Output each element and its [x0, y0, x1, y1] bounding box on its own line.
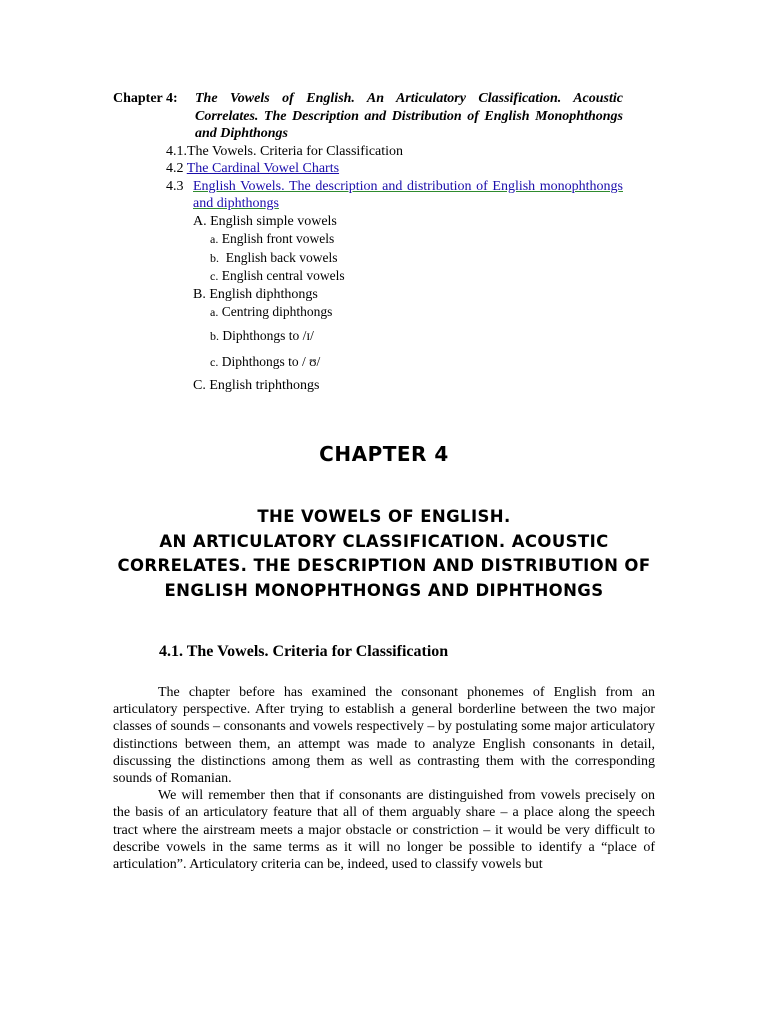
toc-subsection-b: B. English diphthongs — [193, 286, 318, 302]
table-of-contents — [113, 90, 623, 394]
chapter-title-line: THE VOWELS OF ENGLISH. — [257, 507, 511, 526]
toc-subsection-a: A. English simple vowels — [193, 213, 337, 229]
toc-item-key: c. — [210, 269, 219, 283]
toc-section-text: The Vowels. Criteria for Classification — [187, 143, 404, 159]
toc-item-key: b. — [210, 328, 219, 343]
section-heading: 4.1. The Vowels. Criteria for Classification — [159, 643, 449, 660]
toc-item-text: English back vowels — [225, 249, 338, 265]
toc-section-number: 4.1. — [166, 143, 187, 159]
chapter-title-line: CORRELATES. THE DESCRIPTION AND DISTRIBUTION OF — [117, 556, 651, 575]
paragraph: The chapter before has examined the consonant phonemes of English from an articulatory perspective. After trying to establish a general borderline between the two major classes of sounds – consonants and vowels respectively – by postulating some major articulatory distinctions between them, an attempt was made to analyze English consonants in detail, discussing the distinctions among them as well as contrasting them with the corresponding sounds of Romanian. — [113, 685, 655, 787]
toc-chapter-entry — [113, 90, 623, 143]
body-text — [113, 684, 655, 873]
toc-item — [210, 230, 623, 249]
toc-section-number: 4.3 — [166, 178, 184, 194]
toc-section-number: 4.2 — [166, 161, 184, 176]
toc-item-key: a. — [210, 232, 219, 246]
chapter-title — [100, 505, 668, 603]
toc-item-key: c. — [210, 355, 219, 369]
toc-item — [210, 353, 623, 372]
toc-section-4-1 — [166, 143, 623, 161]
toc-item — [210, 267, 623, 286]
toc-item-text: Diphthongs to / ʊ/ — [221, 354, 321, 369]
toc-chapter-title: The Vowels of English. An Articulatory Classification. Acoustic Correlates. The Description and Distribution of English Monophthongs and Diphthongs — [195, 91, 623, 141]
toc-item — [210, 303, 623, 322]
chapter-title-line: AN ARTICULATORY CLASSIFICATION. ACOUSTIC — [159, 531, 609, 551]
toc-item-text: Diphthongs to /ɪ/ — [222, 327, 314, 343]
toc-link-english-vowels[interactable]: English Vowels. The description and distribution of English monophthongs and diphthongs — [193, 178, 623, 211]
toc-item-text: English front vowels — [221, 231, 335, 246]
chapter-heading: CHAPTER 4 — [319, 442, 449, 466]
chapter-title-line: ENGLISH MONOPHTHONGS AND DIPHTHONGS — [164, 580, 604, 600]
toc-link-cardinal-vowel-charts[interactable]: The Cardinal Vowel Charts — [186, 161, 340, 176]
toc-item-text: Centring diphthongs — [221, 304, 333, 319]
toc-chapter-label: Chapter 4: — [113, 91, 178, 106]
toc-item — [210, 327, 623, 346]
toc-item-text: English central vowels — [221, 268, 345, 283]
toc-item-key: a. — [210, 305, 219, 319]
toc-section-4-3 — [166, 178, 623, 213]
toc-item — [210, 249, 623, 268]
toc-subsection-c: C. English triphthongs — [193, 377, 320, 393]
toc-item-key: b. — [210, 250, 219, 265]
paragraph: We will remember then that if consonants are distinguished from vowels precisely on the basis of an articulatory feature that all of them arguably share – a place along the speech tract where the airstream meets a major obstacle or constriction – it would be very difficult to describe vowels in the same terms as it will no longer be possible to identify a “place of articulation”. Articulatory criteria can be, indeed, used to classify vowels but — [113, 788, 655, 873]
toc-section-4-2 — [166, 160, 623, 178]
